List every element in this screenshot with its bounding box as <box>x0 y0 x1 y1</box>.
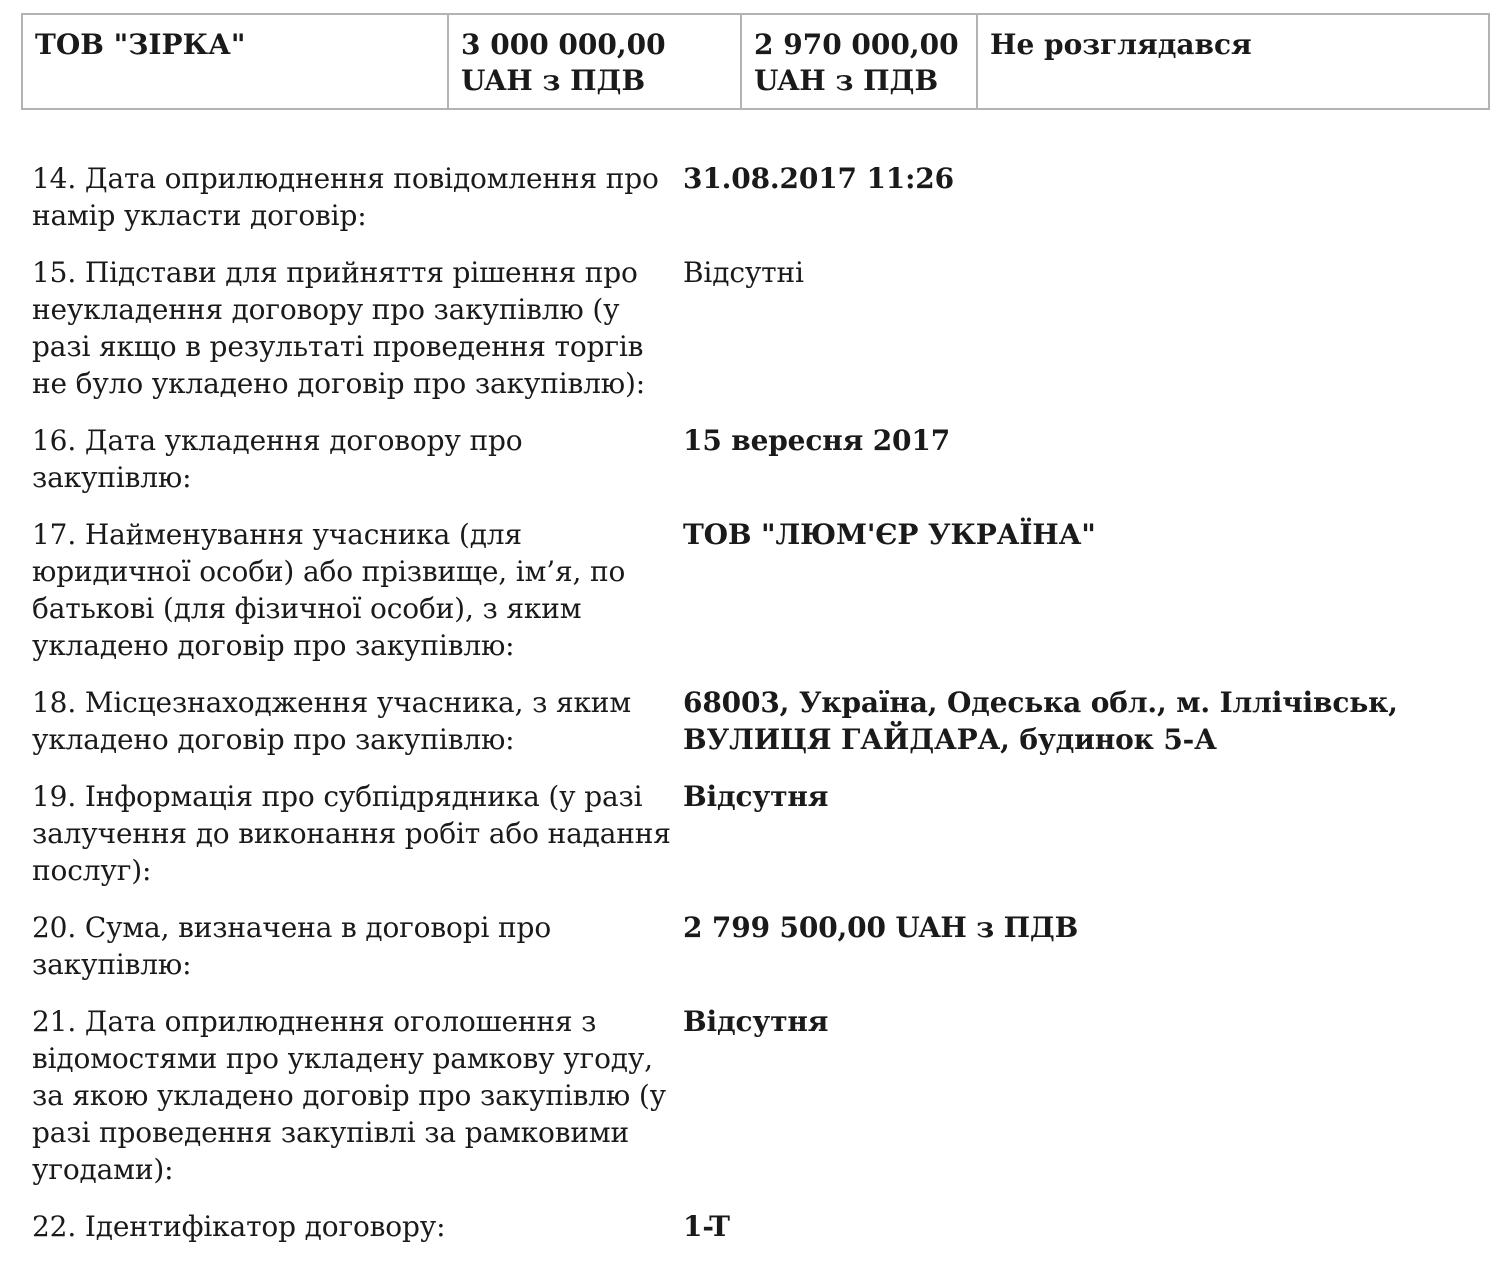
field-18-participant-address <box>32 684 1472 758</box>
field-value: ТОВ "ЛЮМ'ЄР УКРАЇНА" <box>683 518 1096 551</box>
field-15-non-conclusion-grounds <box>32 254 1472 402</box>
field-label: 18. Місцезнаходження учасника, з яким укладено договір про закупівлю: <box>32 686 631 756</box>
field-21-framework-agreement-date <box>32 1003 1472 1188</box>
field-value: 2 799 500,00 UAH з ПДВ <box>683 911 1079 944</box>
field-value: Відсутні <box>683 256 804 289</box>
field-label: 21. Дата оприлюднення оголошення з відомостями про укладену рамкову угоду, за якою укладено договір про закупівлю (у разі проведення закупівлі за рамковими угодами): <box>32 1005 666 1186</box>
field-value: Відсутня <box>683 780 829 813</box>
field-label: 19. Інформація про субпідрядника (у разі залучення до виконання робіт або надання послуг): <box>32 780 671 887</box>
procurement-info-list <box>32 160 1472 1265</box>
field-19-subcontractor-info <box>32 778 1472 889</box>
participant-cell: ТОВ "ЗІРКА" <box>22 14 448 109</box>
field-label: 22. Ідентифікатор договору: <box>32 1210 446 1243</box>
initial-price-cell: 3 000 000,00 UAH з ПДВ <box>448 14 741 109</box>
field-22-contract-id <box>32 1208 1472 1245</box>
field-14-publication-date <box>32 160 1472 234</box>
status-cell: Не розглядався <box>977 14 1489 109</box>
field-label: 20. Сума, визначена в договорі про закупівлю: <box>32 911 552 981</box>
field-value: Відсутня <box>683 1005 829 1038</box>
field-16-contract-date <box>32 422 1472 496</box>
table-row <box>22 14 1489 109</box>
field-17-participant-name <box>32 516 1472 664</box>
field-label: 14. Дата оприлюднення повідомлення про намір укласти договір: <box>32 162 659 232</box>
bids-table <box>21 13 1490 110</box>
field-label: 17. Найменування учасника (для юридичної особи) або прізвище, ім’я, по батькові (для фізичної особи), з яким укладено договір про закупівлю: <box>32 518 626 662</box>
field-label: 16. Дата укладення договору про закупівлю: <box>32 424 523 494</box>
field-value: 1-T <box>683 1210 730 1243</box>
final-price-cell: 2 970 000,00 UAH з ПДВ <box>741 14 977 109</box>
field-value: 31.08.2017 11:26 <box>683 162 954 195</box>
field-value: 68003, Україна, Одеська обл., м. Іллічівськ, ВУЛИЦЯ ГАЙДАРА, будинок 5-А <box>683 686 1398 756</box>
field-label: 15. Підстави для прийняття рішення про неукладення договору про закупівлю (у разі якщо в результаті проведення торгів не було укладено договір про закупівлю): <box>32 256 646 400</box>
field-value: 15 вересня 2017 <box>683 424 951 457</box>
field-20-contract-amount <box>32 909 1472 983</box>
